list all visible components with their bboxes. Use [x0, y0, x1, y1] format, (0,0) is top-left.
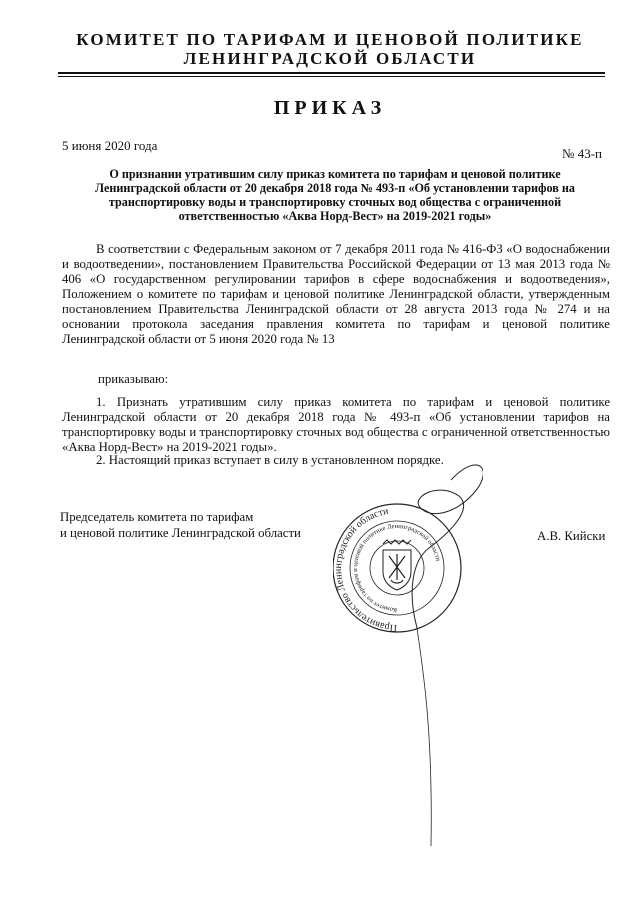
order-subject: О признании утратившим силу приказ комитета по тарифам и ценовой политике Ленинградской области от 20 декабря 2018 года № 493-п «Об установлении тарифов на транспортировку воды и транспортировку сточных вод общества с ограниченной ответственностью «Аква Норд-Вест» на 2019-2021 годы»	[94, 167, 576, 223]
order-item-1: 1. Признать утратившим силу приказ комитета по тарифам и ценовой политике Ленинградской области от 20 декабря 2018 года № 493-п «Об установлении тарифов на транспортировку воды и транспортировку сточных вод общества с ограниченной ответственностью «Аква Норд-Вест» на 2019-2021 годы».	[62, 395, 610, 454]
order-number: № 43-п	[562, 146, 602, 161]
seal-stamp-and-signature	[333, 430, 483, 850]
signer-name: А.В. Кийски	[537, 529, 606, 543]
header-line-2: ЛЕНИНГРАДСКОЙ ОБЛАСТИ	[183, 49, 477, 68]
signer-position-line-1: Председатель комитета по тарифам	[60, 510, 254, 524]
signature-stroke	[412, 465, 483, 628]
seal-outer-text: Правительство Ленинградской области	[333, 505, 398, 634]
header-rule-thin	[58, 76, 605, 77]
official-seal	[333, 504, 461, 633]
header-line-1: КОМИТЕТ ПО ТАРИФАМ И ЦЕНОВОЙ ПОЛИТИКЕ	[76, 30, 584, 49]
preamble-paragraph: В соответствии с Федеральным законом от 7 декабря 2011 года № 416-ФЗ «О водоснабжении и водоотведении», постановлением Правительства Российской Федерации от 13 мая 2013 года № 406 «О государственном регулировании тарифов в сфере водоснабжения и водоотведения», Положением о комитете по тарифам и ценовой политике Ленинградской области, утвержденным постановлением Правительства Ленинградской области от 28 августа 2013 года № 274 и на основании протокола заседания правления комитета по тарифам и ценовой политике Ленинградской области от 5 июня 2020 года № 13	[62, 242, 610, 346]
committee-header	[60, 30, 600, 68]
signature-tail	[417, 628, 431, 846]
seal-inner-text: Комитет по тарифам и ценовой политике Ленинградской области	[352, 522, 442, 614]
header-rule-thick	[58, 72, 605, 74]
signer-position	[60, 509, 301, 541]
order-date: 5 июня 2020 года	[62, 138, 158, 153]
order-word: приказываю:	[98, 372, 169, 386]
order-item-2: 2. Настоящий приказ вступает в силу в установленном порядке.	[96, 453, 444, 467]
signer-position-line-2: и ценовой политике Ленинградской области	[60, 526, 301, 540]
document-title: ПРИКАЗ	[273, 97, 387, 119]
